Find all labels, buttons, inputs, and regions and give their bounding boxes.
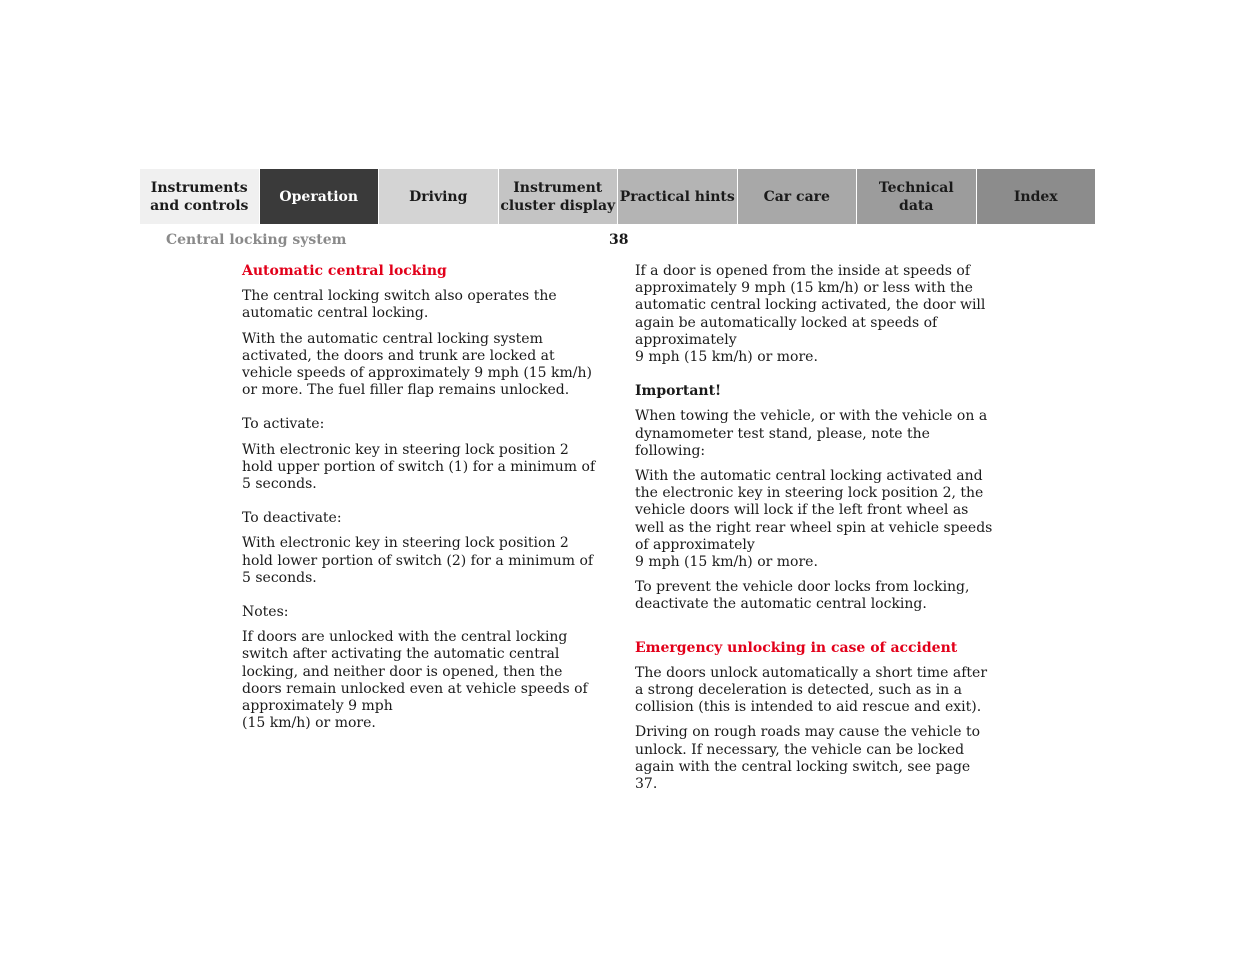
section-title: Central locking system [166, 232, 347, 248]
left-column [242, 263, 604, 740]
heading-emergency-unlocking: Emergency unlocking in case of accident [635, 639, 958, 656]
tab-technical-data[interactable]: Technical data [857, 169, 977, 224]
activate-label: To activate: [242, 416, 325, 433]
chapter-tabs [140, 169, 1095, 224]
activate-instructions: With electronic key in steering lock position 2 hold upper portion of switch (1) for a minimum of 5 seconds. [242, 441, 596, 493]
deactivate-label: To deactivate: [242, 510, 342, 527]
paragraph-end: 9 mph (15 km/h) or more. [635, 349, 818, 366]
tab-operation[interactable]: Operation [260, 169, 380, 224]
paragraph: The doors unlock automatically a short time after a strong deceleration is detected, such as in a collision (this is intended to aid rescue and exit). [635, 664, 988, 716]
tab-instrument-cluster-display[interactable]: Instrument cluster display [499, 169, 619, 224]
paragraph [635, 468, 995, 571]
paragraph: Driving on rough roads may cause the vehicle to unlock. If necessary, the vehicle can be locked again with the central locking switch, see page 37. [635, 724, 981, 793]
notes-label: Notes: [242, 604, 289, 621]
paragraph: When towing the vehicle, or with the vehicle on a dynamometer test stand, please, note the following: [635, 408, 988, 459]
paragraph: To prevent the vehicle door locks from locking, deactivate the automatic central locking. [635, 579, 970, 613]
notes-text-end: (15 km/h) or more. [242, 715, 376, 732]
paragraph: With the automatic central locking system activated, the doors and trunk are locked at vehicle speeds of approximately 9 mph (15 km/h) or more. The fuel filler flap remains unlocked. [242, 330, 592, 399]
important-label: Important! [635, 383, 722, 400]
notes-text [242, 629, 604, 732]
notes-text-body: If doors are unlocked with the central locking switch after activating the automatic central locking, and neither door is opened, then the doors remain unlocked even at vehicle speeds of approximately 9 mph [242, 629, 588, 715]
paragraph-body: With the automatic central locking activated and the electronic key in steering lock position 2, the vehicle doors will lock if the left front wheel as well as the right rear wheel spin at vehicle speeds of approximately [635, 468, 993, 553]
heading-automatic-central-locking: Automatic central locking [242, 263, 447, 279]
paragraph [635, 263, 995, 366]
paragraph-body: If a door is opened from the inside at speeds of approximately 9 mph (15 km/h) or less with the automatic central locking activated, the door will again be automatically locked at speeds of approximately [635, 263, 986, 348]
tab-car-care[interactable]: Car care [738, 169, 858, 224]
tab-index[interactable]: Index [977, 169, 1096, 224]
page-number: 38 [609, 232, 629, 248]
tab-instruments-and-controls[interactable]: Instruments and controls [140, 169, 260, 224]
deactivate-instructions: With electronic key in steering lock position 2 hold lower portion of switch (2) for a minimum of 5 seconds. [242, 535, 594, 586]
tab-practical-hints[interactable]: Practical hints [618, 169, 738, 224]
tab-driving[interactable]: Driving [379, 169, 499, 224]
paragraph-end: 9 mph (15 km/h) or more. [635, 554, 818, 571]
paragraph: The central locking switch also operates the automatic central locking. [242, 288, 557, 322]
right-column [635, 263, 995, 801]
